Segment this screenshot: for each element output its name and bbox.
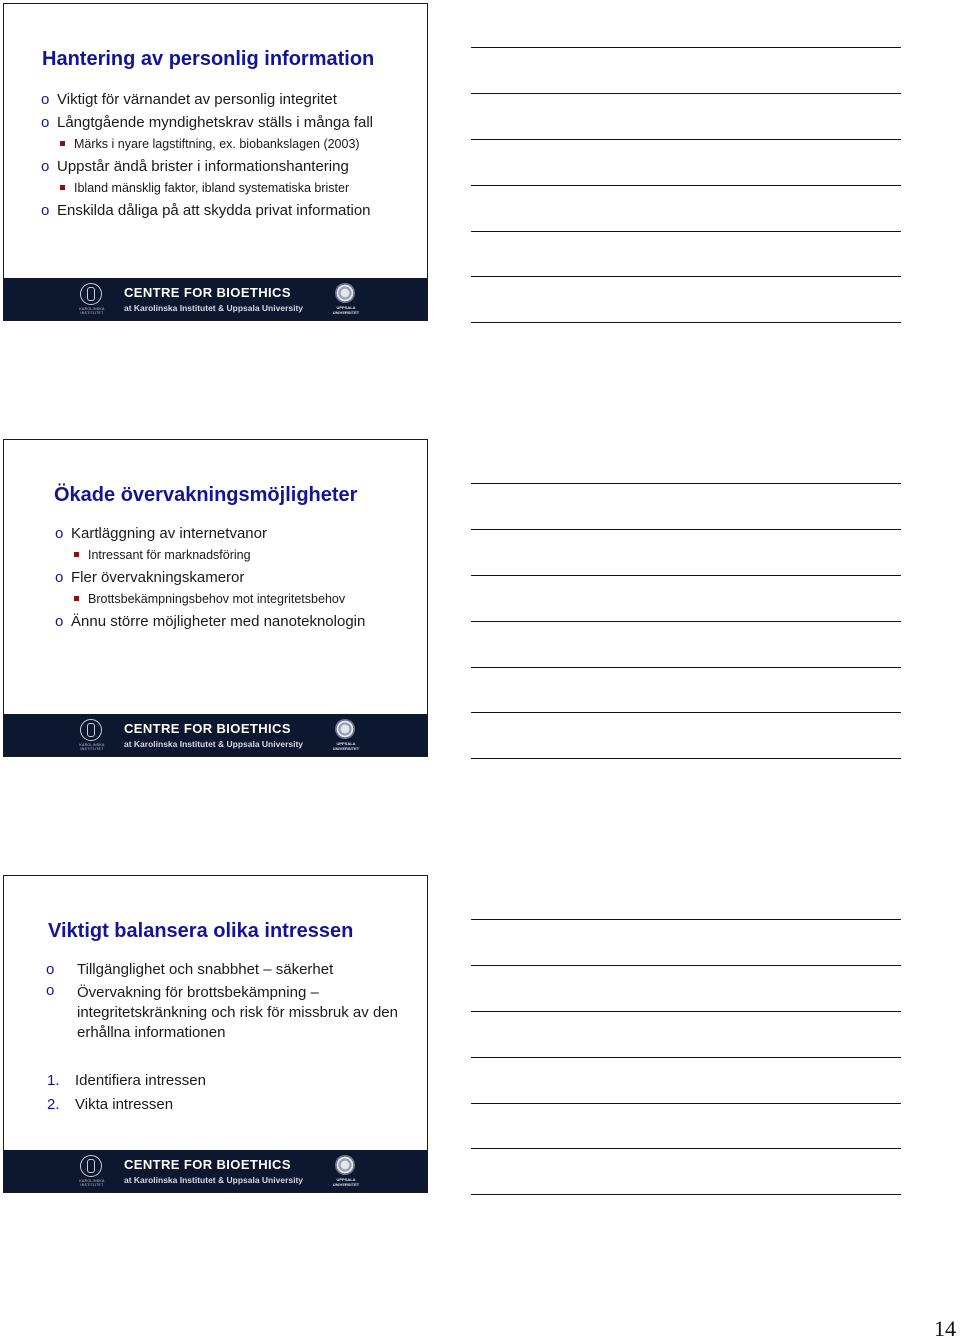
- slide-3-bullets: [44, 958, 407, 1045]
- bullet-marker: o: [55, 613, 64, 630]
- note-line: [471, 1103, 901, 1104]
- footer-title: CENTRE FOR BIOETHICS: [124, 1157, 291, 1172]
- note-line: [471, 529, 901, 530]
- slide-footer-banner: [4, 1150, 427, 1192]
- karolinska-seal-icon: [80, 719, 102, 741]
- note-line: [471, 1148, 901, 1149]
- note-line: [471, 231, 901, 232]
- footer-title: CENTRE FOR BIOETHICS: [124, 285, 291, 300]
- footer-subtitle: at Karolinska Institutet & Uppsala University: [124, 739, 304, 749]
- slide-1-title: Hantering av personlig information: [42, 48, 375, 70]
- right-logo-caption: UPPSALA UNIVERSITET: [332, 741, 360, 751]
- note-line: [471, 1011, 901, 1012]
- note-line: [471, 322, 901, 323]
- note-line: [471, 758, 901, 759]
- bullet-marker: o: [41, 91, 50, 108]
- bullet: o Tillgänglighet och snabbhet – säkerhet: [44, 958, 407, 981]
- bullet: o Fler övervakningskameror: [55, 566, 365, 589]
- right-logo-caption: UPPSALA UNIVERSITET: [332, 1177, 360, 1187]
- note-line: [471, 712, 901, 713]
- slide-2-bullets: [55, 522, 365, 633]
- bullet-marker: o: [41, 202, 50, 219]
- sub-bullet: Ibland mänsklig faktor, ibland systematiska brister: [41, 178, 373, 199]
- left-logo-caption: KAROLINSKA INSTITUTET: [79, 1179, 105, 1187]
- uppsala-seal-icon: [335, 1155, 355, 1175]
- page-number: 14: [934, 1316, 956, 1341]
- bullet: o Övervakning för brottsbekämpning – integritetskränkning och risk för missbruk av den erhållna informationen: [46, 982, 398, 1041]
- note-line: [471, 276, 901, 277]
- uppsala-seal-icon: [335, 283, 355, 303]
- note-line: [471, 139, 901, 140]
- bullet: o Uppstår ändå brister i informationshantering: [41, 155, 373, 178]
- karolinska-seal-icon: [80, 1155, 102, 1177]
- footer-title: CENTRE FOR BIOETHICS: [124, 721, 291, 736]
- note-line: [471, 919, 901, 920]
- note-line: [471, 575, 901, 576]
- slide-2: [3, 439, 428, 757]
- right-logo-caption: UPPSALA UNIVERSITET: [332, 305, 360, 315]
- slide-2-title: Ökade övervakningsmöjligheter: [54, 484, 358, 506]
- note-line: [471, 483, 901, 484]
- left-logo-caption: KAROLINSKA INSTITUTET: [79, 743, 105, 751]
- left-logo-caption: KAROLINSKA INSTITUTET: [79, 307, 105, 315]
- item-number: 1.: [47, 1072, 60, 1089]
- slide-footer-banner: [4, 714, 427, 756]
- bullet-marker: o: [55, 569, 64, 586]
- slide-3: [3, 875, 428, 1193]
- square-bullet-icon: [74, 596, 79, 601]
- uppsala-seal-icon: [335, 719, 355, 739]
- bullet: o Långtgående myndighetskrav ställs i många fall: [41, 111, 373, 134]
- bullet-marker: o: [41, 114, 50, 131]
- square-bullet-icon: [60, 141, 65, 146]
- note-line: [471, 1057, 901, 1058]
- note-line: [471, 185, 901, 186]
- footer-subtitle: at Karolinska Institutet & Uppsala University: [124, 303, 304, 313]
- footer-subtitle: at Karolinska Institutet & Uppsala University: [124, 1175, 304, 1185]
- bullet-marker: o: [55, 525, 64, 542]
- bullet: o Ännu större möjligheter med nanoteknologin: [55, 610, 365, 633]
- numbered-item: 1. Identifiera intressen: [47, 1069, 206, 1093]
- slide-1-bullets: [41, 88, 373, 222]
- sub-bullet: Brottsbekämpningsbehov mot integritetsbehov: [55, 589, 365, 610]
- slide-1: [3, 3, 428, 321]
- note-line: [471, 1194, 901, 1195]
- bullet-marker: o: [46, 961, 55, 978]
- sub-bullet: Intressant för marknadsföring: [55, 545, 365, 566]
- note-line: [471, 667, 901, 668]
- karolinska-seal-icon: [80, 283, 102, 305]
- slide-3-title: Viktigt balansera olika intressen: [48, 920, 354, 942]
- bullet: o Kartläggning av internetvanor: [55, 522, 365, 545]
- square-bullet-icon: [74, 552, 79, 557]
- item-number: 2.: [47, 1096, 60, 1113]
- slide-3-numbered-list: [47, 1069, 206, 1117]
- numbered-item: 2. Vikta intressen: [47, 1093, 206, 1117]
- note-line: [471, 965, 901, 966]
- square-bullet-icon: [60, 185, 65, 190]
- slide-footer-banner: [4, 278, 427, 320]
- note-line: [471, 621, 901, 622]
- note-line: [471, 93, 901, 94]
- bullet: o Enskilda dåliga på att skydda privat information: [41, 199, 373, 222]
- sub-bullet: Märks i nyare lagstiftning, ex. biobankslagen (2003): [41, 134, 373, 155]
- bullet: o Viktigt för värnandet av personlig integritet: [41, 88, 373, 111]
- bullet-marker: o: [41, 158, 50, 175]
- note-line: [471, 47, 901, 48]
- bullet-marker: o: [46, 982, 55, 999]
